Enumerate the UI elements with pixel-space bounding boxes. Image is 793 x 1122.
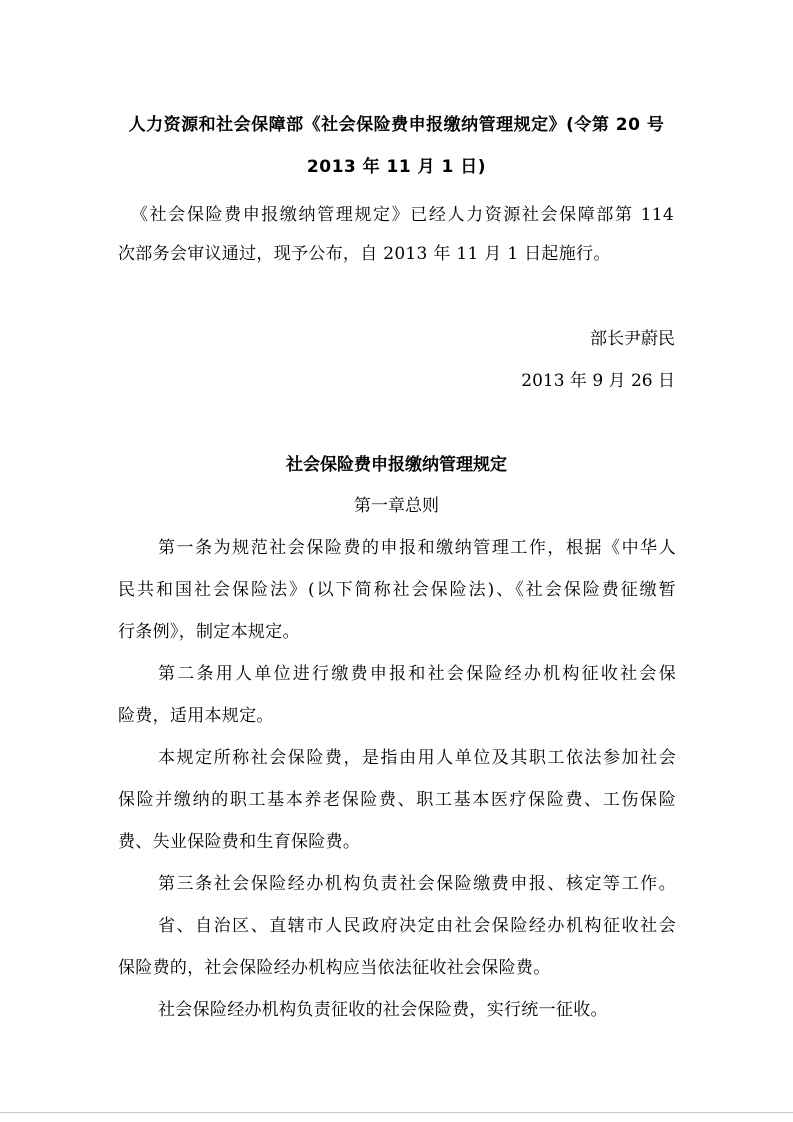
article-2-line-2: 险费，适用本规定。	[118, 706, 274, 726]
article-2b-line-1: 本规定所称社会保险费，是指由用人单位及其职工依法参加社会	[158, 748, 676, 768]
signature-date: 2013 年 9 月 26 日	[521, 371, 675, 391]
article-1-line-3: 行条例》，制定本规定。	[118, 622, 300, 642]
article-3b-line-1: 省、自治区、直辖市人民政府决定由社会保险经办机构征收社会	[158, 916, 676, 936]
intro-paragraph-line-2: 次部务会审议通过，现予公布，自 2013 年 11 月 1 日起施行。	[118, 244, 611, 264]
article-1-line-1: 第一条为规范社会保险费的申报和缴纳管理工作，根据《中华人	[158, 538, 676, 558]
chapter-title: 第一章总则	[354, 496, 439, 516]
document-title-line-1: 人力资源和社会保障部《社会保险费申报缴纳管理规定》(令第 20 号	[128, 115, 665, 135]
article-3-line-1: 第三条社会保险经办机构负责社会保险缴费申报、核定等工作。	[158, 874, 676, 894]
intro-paragraph-line-1: 《社会保险费申报缴纳管理规定》已经人力资源社会保障部第 114	[131, 205, 674, 225]
signature: 部长尹蔚民	[590, 329, 675, 349]
article-3c-line-1: 社会保险经办机构负责征收的社会保险费，实行统一征收。	[158, 1000, 608, 1020]
regulation-title: 社会保险费申报缴纳管理规定	[286, 455, 507, 475]
page-bottom-divider	[0, 1112, 793, 1113]
article-2-line-1: 第二条用人单位进行缴费申报和社会保险经办机构征收社会保	[158, 664, 676, 684]
article-1-line-2: 民共和国社会保险法》(以下简称社会保险法)、《社会保险费征缴暂	[118, 580, 676, 600]
article-2b-line-3: 费、失业保险费和生育保险费。	[118, 832, 361, 852]
article-2b-line-2: 保险并缴纳的职工基本养老保险费、职工基本医疗保险费、工伤保险	[118, 790, 676, 810]
article-3b-line-2: 保险费的，社会保险经办机构应当依法征收社会保险费。	[118, 958, 551, 978]
document-title-line-2: 2013 年 11 月 1 日)	[306, 157, 487, 177]
